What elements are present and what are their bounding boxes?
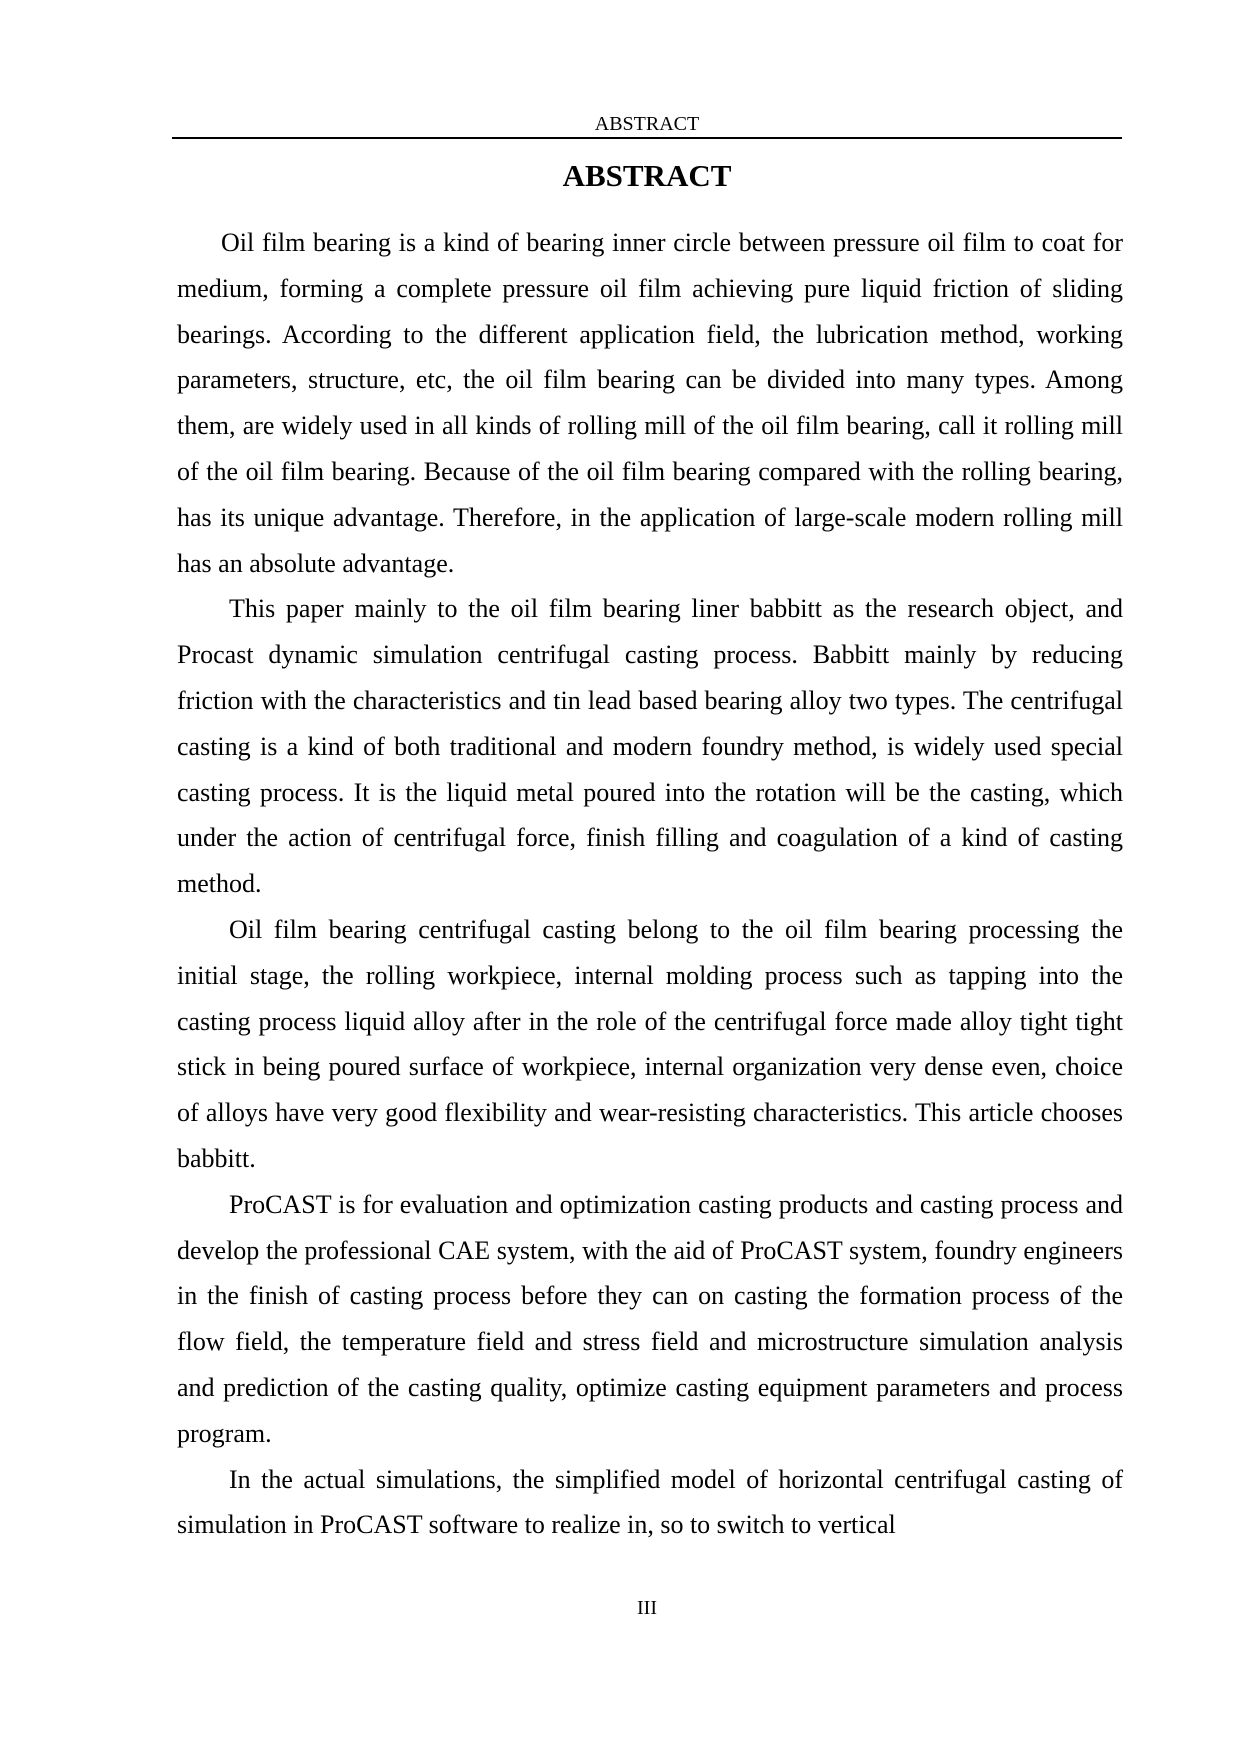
abstract-body (177, 220, 1123, 1548)
header-rule (172, 137, 1122, 139)
paragraph: In the actual simulations, the simplified model of horizontal centrifugal casting of simulation in ProCAST software to realize in, so to switch to vertical (177, 1464, 1123, 1540)
paragraph: ProCAST is for evaluation and optimization casting products and casting process and develop the professional CAE system, with the aid of ProCAST system, foundry engineers in the finish of casting process before they can on casting the formation process of the flow field, the temperature field and stress field and microstructure simulation analysis and prediction of the casting quality, optimize casting equipment parameters and process program. (177, 1189, 1123, 1448)
paragraph: This paper mainly to the oil film bearing liner babbitt as the research object, and Procast dynamic simulation centrifugal casting process. Babbitt mainly by reducing friction with the characteristics and tin lead based bearing alloy two types. The centrifugal casting is a kind of both traditional and modern foundry method, is widely used special casting process. It is the liquid metal poured into the rotation will be the casting, which under the action of centrifugal force, finish filling and coagulation of a kind of casting method. (177, 594, 1123, 899)
running-header: ABSTRACT (594, 113, 700, 135)
page-title: ABSTRACT (562, 158, 732, 193)
page-number: III (637, 1597, 657, 1619)
paragraph: Oil film bearing centrifugal casting belong to the oil film bearing processing the initial stage, the rolling workpiece, internal molding process such as tapping into the casting process liquid alloy after in the role of the centrifugal force made alloy tight tight stick in being poured surface of workpiece, internal organization very dense even, choice of alloys have very good flexibility and wear-resisting characteristics. This article chooses babbitt. (177, 914, 1123, 1173)
paragraph: Oil film bearing is a kind of bearing inner circle between pressure oil film to coat for medium, forming a complete pressure oil film achieving pure liquid friction of sliding bearings. According to the different application field, the lubrication method, working parameters, structure, etc, the oil film bearing can be divided into many types. Among them, are widely used in all kinds of rolling mill of the oil film bearing, call it rolling mill of the oil film bearing. Because of the oil film bearing compared with the rolling bearing, has its unique advantage. Therefore, in the application of large-scale modern rolling mill has an absolute advantage. (177, 228, 1123, 578)
